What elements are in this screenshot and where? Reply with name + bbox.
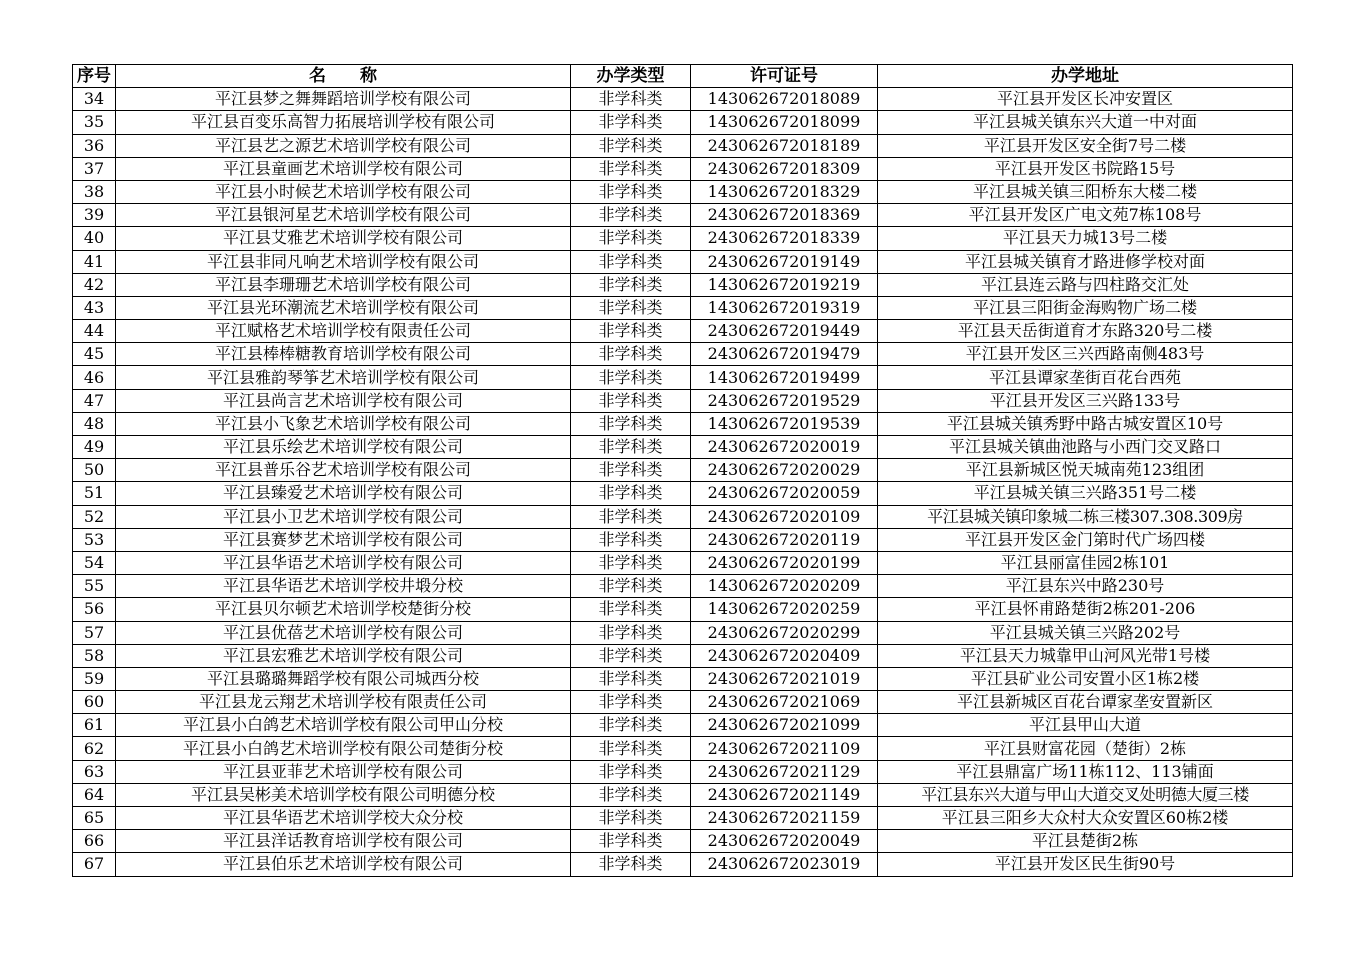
- cell-license: 243062672020059: [691, 482, 878, 505]
- table-row: [73, 459, 1293, 482]
- cell-type: 非学科类: [571, 853, 691, 876]
- cell-address: 平江县开发区三兴路133号: [878, 389, 1293, 412]
- cell-num: 41: [73, 250, 116, 273]
- cell-name: 平江县光环潮流艺术培训学校有限公司: [116, 296, 571, 319]
- cell-license: 243062672018369: [691, 204, 878, 227]
- cell-name: 平江县吴彬美术培训学校有限公司明德分校: [116, 783, 571, 806]
- cell-address: 平江县开发区三兴西路南侧483号: [878, 343, 1293, 366]
- cell-type: 非学科类: [571, 227, 691, 250]
- cell-name: 平江县宏雅艺术培训学校有限公司: [116, 644, 571, 667]
- cell-num: 53: [73, 528, 116, 551]
- cell-license: 243062672020049: [691, 830, 878, 853]
- cell-license: 243062672021069: [691, 691, 878, 714]
- cell-name: 平江县贝尔顿艺术培训学校楚街分校: [116, 598, 571, 621]
- cell-name: 平江县普乐谷艺术培训学校有限公司: [116, 459, 571, 482]
- table-row: [73, 621, 1293, 644]
- table-row: [73, 320, 1293, 343]
- cell-type: 非学科类: [571, 667, 691, 690]
- cell-type: 非学科类: [571, 575, 691, 598]
- cell-license: 243062672020409: [691, 644, 878, 667]
- cell-type: 非学科类: [571, 807, 691, 830]
- cell-type: 非学科类: [571, 366, 691, 389]
- table-row: [73, 598, 1293, 621]
- cell-name: 平江县童画艺术培训学校有限公司: [116, 157, 571, 180]
- cell-address: 平江县天力城靠甲山河风光带1号楼: [878, 644, 1293, 667]
- header-type: 办学类型: [571, 65, 691, 88]
- cell-name: 平江县尚言艺术培训学校有限公司: [116, 389, 571, 412]
- table-row: [73, 111, 1293, 134]
- cell-name: 平江县伯乐艺术培训学校有限公司: [116, 853, 571, 876]
- table-row: [73, 157, 1293, 180]
- cell-type: 非学科类: [571, 459, 691, 482]
- cell-num: 42: [73, 273, 116, 296]
- cell-license: 243062672020299: [691, 621, 878, 644]
- table-row: [73, 644, 1293, 667]
- header-num: 序号: [73, 65, 116, 88]
- cell-license: 243062672021159: [691, 807, 878, 830]
- cell-num: 37: [73, 157, 116, 180]
- cell-license: 243062672019479: [691, 343, 878, 366]
- cell-type: 非学科类: [571, 505, 691, 528]
- table-row: [73, 273, 1293, 296]
- cell-license: 243062672018189: [691, 134, 878, 157]
- cell-type: 非学科类: [571, 598, 691, 621]
- cell-address: 平江县谭家垄街百花台西苑: [878, 366, 1293, 389]
- cell-address: 平江县城关镇秀野中路古城安置区10号: [878, 412, 1293, 435]
- cell-name: 平江县赛梦艺术培训学校有限公司: [116, 528, 571, 551]
- cell-name: 平江县小时候艺术培训学校有限公司: [116, 180, 571, 203]
- cell-type: 非学科类: [571, 644, 691, 667]
- cell-license: 243062672021099: [691, 714, 878, 737]
- cell-name: 平江县华语艺术培训学校井塅分校: [116, 575, 571, 598]
- cell-address: 平江县天力城13号二楼: [878, 227, 1293, 250]
- cell-address: 平江县怀甫路楚街2栋201-206: [878, 598, 1293, 621]
- cell-name: 平江县银河星艺术培训学校有限公司: [116, 204, 571, 227]
- cell-license: 243062672020019: [691, 436, 878, 459]
- cell-name: 平江县小飞象艺术培训学校有限公司: [116, 412, 571, 435]
- cell-num: 47: [73, 389, 116, 412]
- table-row: [73, 760, 1293, 783]
- cell-type: 非学科类: [571, 783, 691, 806]
- cell-name: 平江县百变乐高智力拓展培训学校有限公司: [116, 111, 571, 134]
- cell-name: 平江县洋话教育培训学校有限公司: [116, 830, 571, 853]
- cell-name: 平江县乐绘艺术培训学校有限公司: [116, 436, 571, 459]
- cell-type: 非学科类: [571, 204, 691, 227]
- cell-license: 243062672021109: [691, 737, 878, 760]
- table-row: [73, 783, 1293, 806]
- cell-num: 66: [73, 830, 116, 853]
- cell-address: 平江县丽富佳园2栋101: [878, 551, 1293, 574]
- cell-license: 143062672018099: [691, 111, 878, 134]
- cell-license: 143062672019219: [691, 273, 878, 296]
- cell-address: 平江县城关镇育才路进修学校对面: [878, 250, 1293, 273]
- cell-address: 平江县城关镇印象城二栋三楼307.308.309房: [878, 505, 1293, 528]
- cell-license: 143062672019499: [691, 366, 878, 389]
- cell-type: 非学科类: [571, 250, 691, 273]
- cell-license: 243062672021019: [691, 667, 878, 690]
- cell-num: 57: [73, 621, 116, 644]
- cell-name: 平江县亚菲艺术培训学校有限公司: [116, 760, 571, 783]
- cell-license: 243062672018309: [691, 157, 878, 180]
- cell-num: 43: [73, 296, 116, 319]
- cell-name: 平江县艾雅艺术培训学校有限公司: [116, 227, 571, 250]
- cell-num: 62: [73, 737, 116, 760]
- cell-num: 49: [73, 436, 116, 459]
- cell-num: 44: [73, 320, 116, 343]
- cell-type: 非学科类: [571, 691, 691, 714]
- table-row: [73, 227, 1293, 250]
- cell-address: 平江县开发区安全街7号二楼: [878, 134, 1293, 157]
- cell-address: 平江县天岳街道育才东路320号二楼: [878, 320, 1293, 343]
- cell-name: 平江县棒棒糖教育培训学校有限公司: [116, 343, 571, 366]
- cell-address: 平江县东兴中路230号: [878, 575, 1293, 598]
- cell-address: 平江县三阳街金海购物广场二楼: [878, 296, 1293, 319]
- table-row: [73, 134, 1293, 157]
- cell-license: 243062672021129: [691, 760, 878, 783]
- table-row: [73, 250, 1293, 273]
- table-row: [73, 505, 1293, 528]
- cell-type: 非学科类: [571, 343, 691, 366]
- cell-address: 平江县连云路与四柱路交汇处: [878, 273, 1293, 296]
- cell-num: 48: [73, 412, 116, 435]
- cell-address: 平江县城关镇东兴大道一中对面: [878, 111, 1293, 134]
- cell-license: 243062672019449: [691, 320, 878, 343]
- cell-num: 35: [73, 111, 116, 134]
- table-row: [73, 807, 1293, 830]
- table-row: [73, 691, 1293, 714]
- cell-license: 243062672020029: [691, 459, 878, 482]
- cell-type: 非学科类: [571, 714, 691, 737]
- cell-license: 143062672018089: [691, 88, 878, 111]
- table-row: [73, 551, 1293, 574]
- cell-license: 243062672019149: [691, 250, 878, 273]
- cell-num: 46: [73, 366, 116, 389]
- cell-name: 平江县李珊珊艺术培训学校有限公司: [116, 273, 571, 296]
- cell-address: 平江县新城区百花台谭家垄安置新区: [878, 691, 1293, 714]
- cell-type: 非学科类: [571, 320, 691, 343]
- cell-name: 平江县臻爱艺术培训学校有限公司: [116, 482, 571, 505]
- cell-address: 平江县东兴大道与甲山大道交叉处明德大厦三楼: [878, 783, 1293, 806]
- cell-type: 非学科类: [571, 412, 691, 435]
- cell-type: 非学科类: [571, 737, 691, 760]
- cell-name: 平江县小白鸽艺术培训学校有限公司楚街分校: [116, 737, 571, 760]
- cell-type: 非学科类: [571, 621, 691, 644]
- cell-num: 59: [73, 667, 116, 690]
- cell-license: 243062672021149: [691, 783, 878, 806]
- cell-type: 非学科类: [571, 551, 691, 574]
- cell-license: 143062672019319: [691, 296, 878, 319]
- table-row: [73, 853, 1293, 876]
- cell-license: 143062672020209: [691, 575, 878, 598]
- table-row: [73, 667, 1293, 690]
- cell-num: 67: [73, 853, 116, 876]
- table-row: [73, 389, 1293, 412]
- cell-address: 平江县财富花园（楚街）2栋: [878, 737, 1293, 760]
- cell-num: 40: [73, 227, 116, 250]
- cell-num: 60: [73, 691, 116, 714]
- cell-num: 50: [73, 459, 116, 482]
- cell-type: 非学科类: [571, 830, 691, 853]
- cell-license: 243062672018339: [691, 227, 878, 250]
- school-license-table: [72, 64, 1293, 877]
- cell-license: 243062672020119: [691, 528, 878, 551]
- cell-name: 平江赋格艺术培训学校有限责任公司: [116, 320, 571, 343]
- cell-name: 平江县华语艺术培训学校有限公司: [116, 551, 571, 574]
- table-row: [73, 482, 1293, 505]
- cell-type: 非学科类: [571, 157, 691, 180]
- cell-type: 非学科类: [571, 482, 691, 505]
- cell-num: 64: [73, 783, 116, 806]
- cell-address: 平江县三阳乡大众村大众安置区60栋2楼: [878, 807, 1293, 830]
- table-row: [73, 412, 1293, 435]
- table-row: [73, 88, 1293, 111]
- cell-address: 平江县矿业公司安置小区1栋2楼: [878, 667, 1293, 690]
- cell-name: 平江县非同凡响艺术培训学校有限公司: [116, 250, 571, 273]
- cell-address: 平江县开发区金门第时代广场四楼: [878, 528, 1293, 551]
- table-row: [73, 528, 1293, 551]
- cell-address: 平江县开发区民生街90号: [878, 853, 1293, 876]
- cell-num: 34: [73, 88, 116, 111]
- cell-address: 平江县城关镇曲池路与小西门交叉路口: [878, 436, 1293, 459]
- cell-num: 39: [73, 204, 116, 227]
- cell-license: 143062672020259: [691, 598, 878, 621]
- table-row: [73, 180, 1293, 203]
- table-row: [73, 296, 1293, 319]
- header-license: 许可证号: [691, 65, 878, 88]
- table-row: [73, 737, 1293, 760]
- cell-type: 非学科类: [571, 760, 691, 783]
- cell-type: 非学科类: [571, 528, 691, 551]
- cell-num: 52: [73, 505, 116, 528]
- cell-name: 平江县小卫艺术培训学校有限公司: [116, 505, 571, 528]
- table-body: [73, 88, 1293, 876]
- cell-address: 平江县楚街2栋: [878, 830, 1293, 853]
- cell-address: 平江县城关镇三兴路202号: [878, 621, 1293, 644]
- cell-address: 平江县城关镇三兴路351号二楼: [878, 482, 1293, 505]
- cell-type: 非学科类: [571, 180, 691, 203]
- cell-license: 143062672019539: [691, 412, 878, 435]
- cell-name: 平江县艺之源艺术培训学校有限公司: [116, 134, 571, 157]
- cell-license: 243062672019529: [691, 389, 878, 412]
- table-row: [73, 714, 1293, 737]
- table-header-row: [73, 65, 1293, 88]
- cell-address: 平江县鼎富广场11栋112、113铺面: [878, 760, 1293, 783]
- cell-num: 38: [73, 180, 116, 203]
- table-row: [73, 366, 1293, 389]
- table-row: [73, 436, 1293, 459]
- cell-name: 平江县龙云翔艺术培训学校有限责任公司: [116, 691, 571, 714]
- table-row: [73, 204, 1293, 227]
- cell-num: 54: [73, 551, 116, 574]
- cell-name: 平江县雅韵琴筝艺术培训学校有限公司: [116, 366, 571, 389]
- cell-address: 平江县甲山大道: [878, 714, 1293, 737]
- cell-license: 243062672020109: [691, 505, 878, 528]
- cell-num: 55: [73, 575, 116, 598]
- cell-name: 平江县华语艺术培训学校大众分校: [116, 807, 571, 830]
- cell-address: 平江县开发区书院路15号: [878, 157, 1293, 180]
- cell-address: 平江县开发区长冲安置区: [878, 88, 1293, 111]
- cell-num: 63: [73, 760, 116, 783]
- cell-license: 143062672018329: [691, 180, 878, 203]
- cell-address: 平江县城关镇三阳桥东大楼二楼: [878, 180, 1293, 203]
- cell-type: 非学科类: [571, 296, 691, 319]
- cell-type: 非学科类: [571, 88, 691, 111]
- cell-num: 51: [73, 482, 116, 505]
- cell-name: 平江县小白鸽艺术培训学校有限公司甲山分校: [116, 714, 571, 737]
- cell-type: 非学科类: [571, 436, 691, 459]
- cell-num: 65: [73, 807, 116, 830]
- table-row: [73, 830, 1293, 853]
- cell-num: 56: [73, 598, 116, 621]
- cell-num: 61: [73, 714, 116, 737]
- cell-type: 非学科类: [571, 273, 691, 296]
- cell-type: 非学科类: [571, 134, 691, 157]
- cell-num: 58: [73, 644, 116, 667]
- cell-num: 36: [73, 134, 116, 157]
- cell-name: 平江县优蓓艺术培训学校有限公司: [116, 621, 571, 644]
- cell-license: 243062672020199: [691, 551, 878, 574]
- table-row: [73, 575, 1293, 598]
- cell-address: 平江县开发区广电文苑7栋108号: [878, 204, 1293, 227]
- cell-type: 非学科类: [571, 111, 691, 134]
- header-name: 名 称: [116, 65, 571, 88]
- cell-name: 平江县璐璐舞蹈学校有限公司城西分校: [116, 667, 571, 690]
- cell-type: 非学科类: [571, 389, 691, 412]
- cell-num: 45: [73, 343, 116, 366]
- header-address: 办学地址: [878, 65, 1293, 88]
- cell-license: 243062672023019: [691, 853, 878, 876]
- cell-name: 平江县梦之舞舞蹈培训学校有限公司: [116, 88, 571, 111]
- cell-address: 平江县新城区悦天城南苑123组团: [878, 459, 1293, 482]
- table-row: [73, 343, 1293, 366]
